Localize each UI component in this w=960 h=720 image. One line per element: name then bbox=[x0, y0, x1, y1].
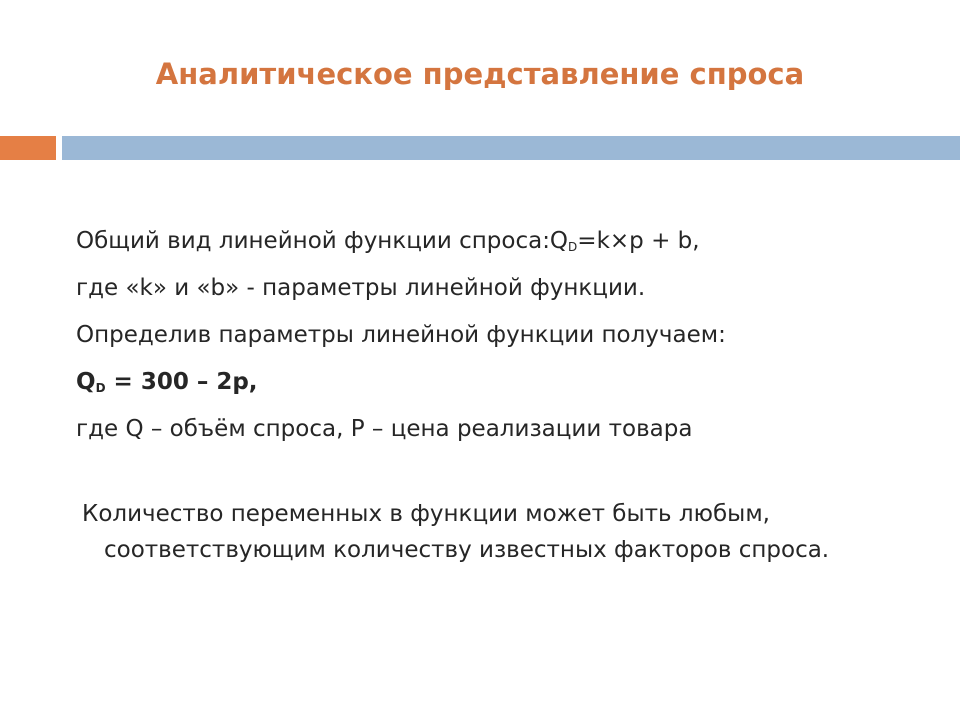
accent-bar-blue bbox=[62, 136, 960, 160]
demand-equation-subscript: D bbox=[95, 381, 106, 395]
variables-definition-line: где Q – объём спроса, P – цена реализации товара bbox=[76, 416, 693, 442]
demand-equation-line bbox=[76, 359, 936, 406]
slide-title: Аналитическое представление спроса bbox=[155, 57, 805, 91]
demand-equation-prefix: Q bbox=[76, 369, 96, 395]
body-text bbox=[76, 218, 936, 453]
parameters-line: где «k» и «b» - параметры линейной функции. bbox=[76, 275, 646, 301]
demand-function-general-suffix: =k×p + b, bbox=[577, 228, 700, 254]
demand-function-general-line bbox=[76, 218, 936, 265]
demand-subscript: D bbox=[568, 240, 578, 254]
variables-count-paragraph: Количество переменных в функции может быть любым, соответствующим количеству известных факторов спроса. bbox=[82, 501, 830, 563]
demand-equation-suffix: = 300 – 2p, bbox=[105, 369, 258, 395]
accent-bar-orange bbox=[0, 136, 56, 160]
derived-parameters-line: Определив параметры линейной функции получаем: bbox=[76, 322, 726, 348]
demand-function-general-prefix: Общий вид линейной функции спроса:Q bbox=[76, 228, 569, 254]
